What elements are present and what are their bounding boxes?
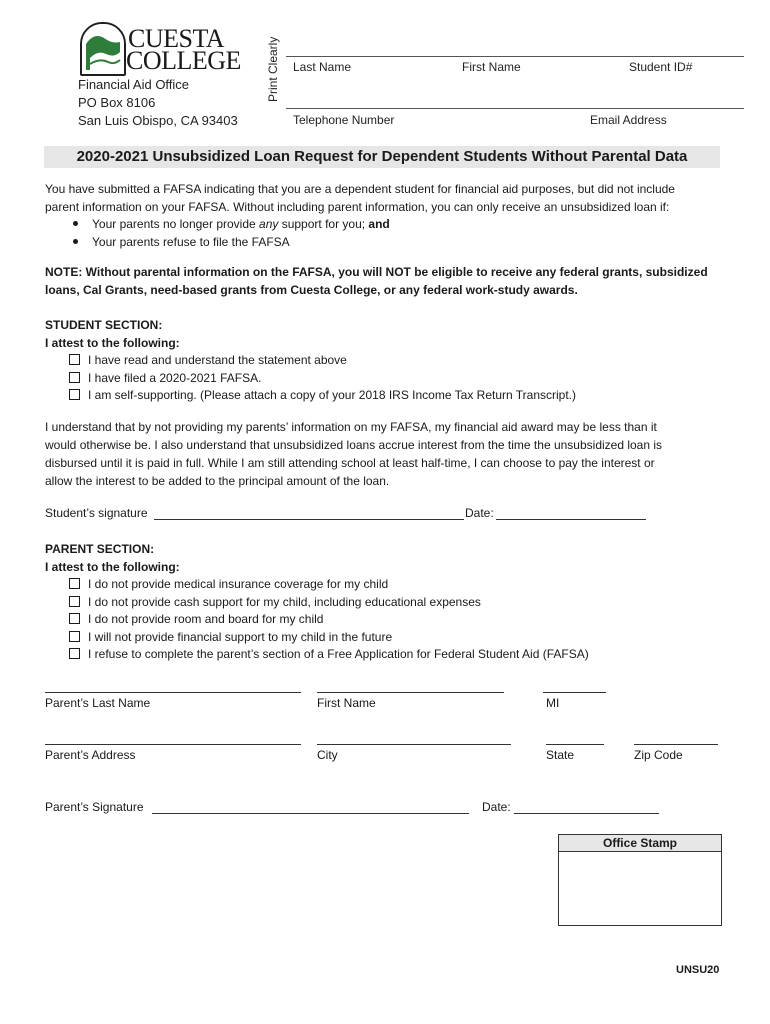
parent-signature-label: Parent’s Signature [45,800,144,814]
parent-mi-label: MI [546,696,560,710]
intro-bullet: Your parents no longer provide any support for you; and [45,216,675,234]
checkbox-icon[interactable] [69,389,80,400]
parent-city-label: City [317,748,338,762]
understand-paragraph: I understand that by not providing my parents’ information on my FAFSA, my financial aid award may be less than it would otherwise be. I also understand that unsubsidized loans accrue interest from the time the unsubsidized loan is disbursed until it is paid in full. While I am still attending school at least half-time, I can choose to pay the interest or allow the interest to be added to the principal amount of the loan. [45,420,663,488]
parent-address-line[interactable] [45,744,301,745]
student-attest-item[interactable]: I have filed a 2020-2021 FAFSA. [45,370,576,388]
note-paragraph: NOTE: Without parental information on the FAFSA, you will NOT be eligible to receive any federal grants, subsidized loans, Cal Grants, need-based grants from Cuesta College, or any federal work-study awards. [45,265,708,297]
office-city: San Luis Obispo, CA 93403 [78,113,238,128]
header-top-line [286,56,744,57]
student-date-label: Date: [465,506,494,520]
office-po-box: PO Box 8106 [78,95,156,110]
office-address [78,76,238,130]
first-name-label: First Name [462,60,521,74]
checkbox-icon[interactable] [69,613,80,624]
parent-state-label: State [546,748,575,762]
student-id-label: Student ID# [629,60,693,74]
parent-first-name-label: First Name [317,696,376,710]
parent-section-heading: PARENT SECTION: [45,542,155,556]
parent-attest-item[interactable]: I do not provide room and board for my child [45,611,589,629]
checkbox-icon[interactable] [69,354,80,365]
parent-attest-item[interactable]: I do not provide cash support for my child, including educational expenses [45,594,589,612]
email-label: Email Address [590,113,667,127]
parent-city-line[interactable] [317,744,511,745]
checkbox-icon[interactable] [69,631,80,642]
logo-word-college: COLLEGE [126,46,241,75]
student-signature-label: Student’s signature [45,506,148,520]
parent-date-line[interactable] [514,813,659,814]
student-section [45,316,576,405]
parent-attest-item[interactable]: I do not provide medical insurance coverage for my child [45,576,589,594]
college-logo-icon [80,22,126,76]
office-stamp-box [558,834,722,926]
parent-address-label: Parent’s Address [45,748,136,762]
student-attest: I attest to the following: [45,336,180,350]
intro-bullet: Your parents refuse to file the FAFSA [45,234,675,252]
parent-last-name-line[interactable] [45,692,301,693]
parent-date-label: Date: [482,800,511,814]
student-date-line[interactable] [496,519,646,520]
parent-zip-label: Zip Code [634,748,683,762]
parent-attest: I attest to the following: [45,560,180,574]
parent-signature-line[interactable] [152,813,469,814]
checkbox-icon[interactable] [69,578,80,589]
office-name: Financial Aid Office [78,77,190,92]
intro-paragraph [45,180,675,251]
checkbox-icon[interactable] [69,372,80,383]
checkbox-icon[interactable] [69,648,80,659]
parent-last-name-label: Parent’s Last Name [45,696,151,710]
parent-zip-line[interactable] [634,744,718,745]
parent-first-name-line[interactable] [317,692,504,693]
intro-line: You have submitted a FAFSA indicating that you are a dependent student for financial aid purposes, but did not include [45,182,675,196]
form-code: UNSU20 [676,964,720,976]
parent-state-line[interactable] [546,744,604,745]
parent-attest-item[interactable]: I refuse to complete the parent’s section of a Free Application for Federal Student Aid (FAFSA) [45,646,589,664]
last-name-label: Last Name [293,60,352,74]
parent-mi-line[interactable] [543,692,606,693]
logo-word-cuesta: CUESTA [128,24,225,53]
parent-section [45,540,589,664]
checkbox-icon[interactable] [69,596,80,607]
student-attest-item[interactable]: I am self-supporting. (Please attach a copy of your 2018 IRS Income Tax Return Transcript.) [45,387,576,405]
print-clearly-label: Print Clearly [266,36,280,102]
student-section-heading: STUDENT SECTION: [45,318,163,332]
bullet-icon [73,239,78,244]
parent-attest-item[interactable]: I will not provide financial support to my child in the future [45,629,589,647]
intro-line: parent information on your FAFSA. Without including parent information, you can only receive an unsubsidized loan if: [45,200,670,214]
bullet-icon [73,221,78,226]
office-stamp-heading: Office Stamp [559,835,721,852]
student-attest-item[interactable]: I have read and understand the statement above [45,352,576,370]
student-signature-line[interactable] [154,519,464,520]
telephone-label: Telephone Number [293,113,395,127]
form-title: 2020-2021 Unsubsidized Loan Request for Dependent Students Without Parental Data [44,146,720,168]
header-middle-line [286,108,744,109]
